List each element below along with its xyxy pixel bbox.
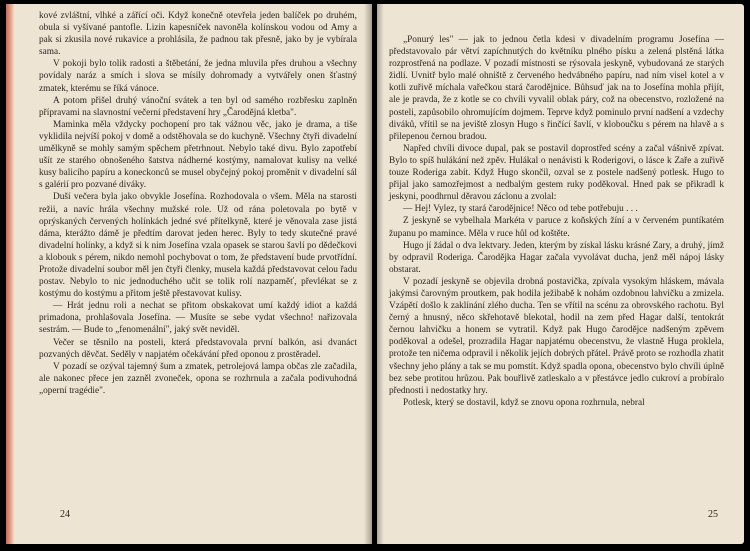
book-spine <box>364 4 384 544</box>
page-number: 24 <box>60 509 70 520</box>
paragraph: Hugo jí žádal o dva lektvary. Jeden, kterým by získal lásku krásné Zary, a druhý, jímž by odpravil Roderiga. Čarodějka Hagar začala vyvolávat ducha, jenž měl nápoj lásky obstarat. <box>389 240 724 275</box>
paragraph: — Hrát jednu roli a nechat se přitom obskakovat umí každý idiot a každá primadona, prohlašovala Josefína. — Musíte se sebe vydat všechno! nařizovala sestrám. — Bude to „fenomenální", jaký svět neviděl. <box>39 301 357 336</box>
page-edge <box>6 4 14 544</box>
paragraph: Z jeskyně se vybelhala Markéta v paruce z koňských žíní a v červeném puntíkatém županu po mamince. Měla v ruce hůl od koštěte. <box>389 216 724 239</box>
paragraph: „Ponurý les" — jak to jednou četla kdesi v divadelním programu Josefína — představovalo pár větví zapíchnutých do květníku plného písku a zelená plstěná látka rozprostřená na podlaze. V pozadí místnosti se rýsovala jeskyně, vybudovaná ze starých židlí. Uvnitř bylo malé ohniště z červeného hedvábného papíru, nad ním visel kotel a v kotli zuřivě míchala vařečkou stará čarodějnice. Bůhsuď jak na to Josefína mohla přijít, ale je pravda, že z kotle se co chvíli vyvalil oblak páry, což na obecenstvo, rozložené na posteli, zapůsobilo ohromujícím dojmem. Teprve když pominulo první nadšení a vzdechy diváků, vřítil se na jeviště zlosyn Hugo s řinčící šavlí, v kloboučku s pérem na hlavě a s přilepenou černou bradou. <box>389 35 724 142</box>
paragraph: kové zvláštní, vlhké a zářící oči. Když konečně otevřela jeden balíček po druhém, obula si vyšívané pantofle. Lizin kapesníček navoněla kolínskou vodou od Amy a pak si zkusila nové rukavice a prohlásila, že padnou tak přesně, jako by je vybírala sama. <box>39 11 357 58</box>
right-page-text <box>389 34 724 409</box>
paragraph: V pozadí se ozýval tajemný šum a zmatek, petrolejová lampa občas zle začadila, ale nakonec přece jen zazněl zvoneček, opona se rozhrnula a začala podivuhodná „operní tragédie". <box>39 361 357 396</box>
page-number: 25 <box>708 509 718 520</box>
paragraph: V pozadí jeskyně se objevila drobná postavička, zpívala vysokým hláskem, mávala jakýmsi čarovným proutkem, pak hodila ježibabě k nohám ozdobnou lahvičku a zmizela. Vzápětí došlo k zaklínání zlého ducha. Ten se vřítil na scénu za obrovského rachotu. Byl černý a hnusný, něco skřehotavě blekotal, hodil na zem před Hagar další, tentokrát černou lahvičku a honem se vytratil. Když pak Hugo čarodějce nadšeným zpěvem poděkoval a odešel, prozradila Hagar napjatému obecenstvu, že vlastně Huga proklela, protože ten ničema odpravil i několik jejích dobrých přátel. Právě proto se rozhodla zhatit všechny jeho plány a tak se mu pomstít. Když spadla opona, obecenstvo bylo chvíli úplně bez sebe protitou hrůzou. Pak bouřlivě zatleskalo a v přestávce jedlo cukroví a probíralo přednosti i nedostatky hry. <box>389 276 724 396</box>
right-page <box>377 4 744 544</box>
paragraph: A potom přišel druhý vánoční svátek a ten byl od samého rozbřesku zaplněn přípravami na slavnostní večerní představení hry „Čarodějná kletba". <box>39 95 357 118</box>
paragraph: Potlesk, který se dostavil, když se znovu opona rozhrnula, nebral <box>403 397 645 408</box>
open-book <box>6 4 744 544</box>
paragraph: V pokoji bylo tolik radosti a štěbetání, že jedna mluvila přes druhou a všechny povídaly naráz a smích i slova se mísily dohromady a vytvářely onen šťastný zmatek, kterému se říká vánoce. <box>39 59 357 94</box>
paragraph: Večer se těsnilo na posteli, která představovala první balkón, asi dvanáct pozvaných děvčat. Seděly v napjatém očekávání před oponou z prostěradel. <box>39 337 357 360</box>
paragraph: Duší večera byla jako obvykle Josefína. Rozhodovala o všem. Měla na starosti režii, a navíc hrála všechny mužské role. Už od rána poletovala po bytě v oprýskaných červených holínkách jedné své přítelkyně, které je věnovala zase jistá dáma, kterážto dámě je předtím darovat jeden herec. Byly to tedy skutečné pravé divadelní holínky, a když si k nim Josefína vzala opasek se starou šavlí po dědečkovi a klobouk s pérem, nikdo nemohl pochybovat o tom, že představení bude prvotřídní. Protože divadelní soubor měl jen čtyři členky, musela každá představovat celou řadu postav. Nebylo to nic jednoduchého učit se tolik rolí nazpaměť, převlékat se z kostýmu do kostýmu a přitom ještě přestavovat kulisy. <box>39 192 357 300</box>
left-page-text <box>39 10 357 397</box>
left-page <box>6 4 372 544</box>
paragraph: — Hej! Vylez, ty stará čarodějnice! Něco od tebe potřebuju . . . <box>403 204 638 215</box>
paragraph: Napřed chvíli divoce dupal, pak se postavil doprostřed scény a začal vášnivě zpívat. Bylo to spíš hulákání než zpěv. Hulákal o nenávisti k Roderigovi, o lásce k Zaře a zuřivě touze Roderiga zabít. Když Hugo skončil, ozval se z postele nadšený potlesk. Hugo to přijal jako samozřejmost a nedbalým gestem ruky poděkoval. Hned pak se přikradl k jeskyni, poodhrnul děravou záclonu a zvolal: <box>389 143 724 203</box>
paragraph: Maminka měla vždycky pochopení pro tak vážnou věc, jako je drama, a tiše vyklidila nejvíší pokoj v domě a odstěhovala se do kuchyně. Všechny čtyři divadelní umělkyně se mohly samým spěchem přetrhnout. Nebylo také divu. Bylo zapotřebí ušít ze starého obnošeného šatstva nádherné kostýmy, namalovat kulisy na velké kusy balicího papíru a koneckonců se musel obyčejný pokoj proměnit v divadelní sál s galérií pro pozvané diváky. <box>39 119 357 191</box>
